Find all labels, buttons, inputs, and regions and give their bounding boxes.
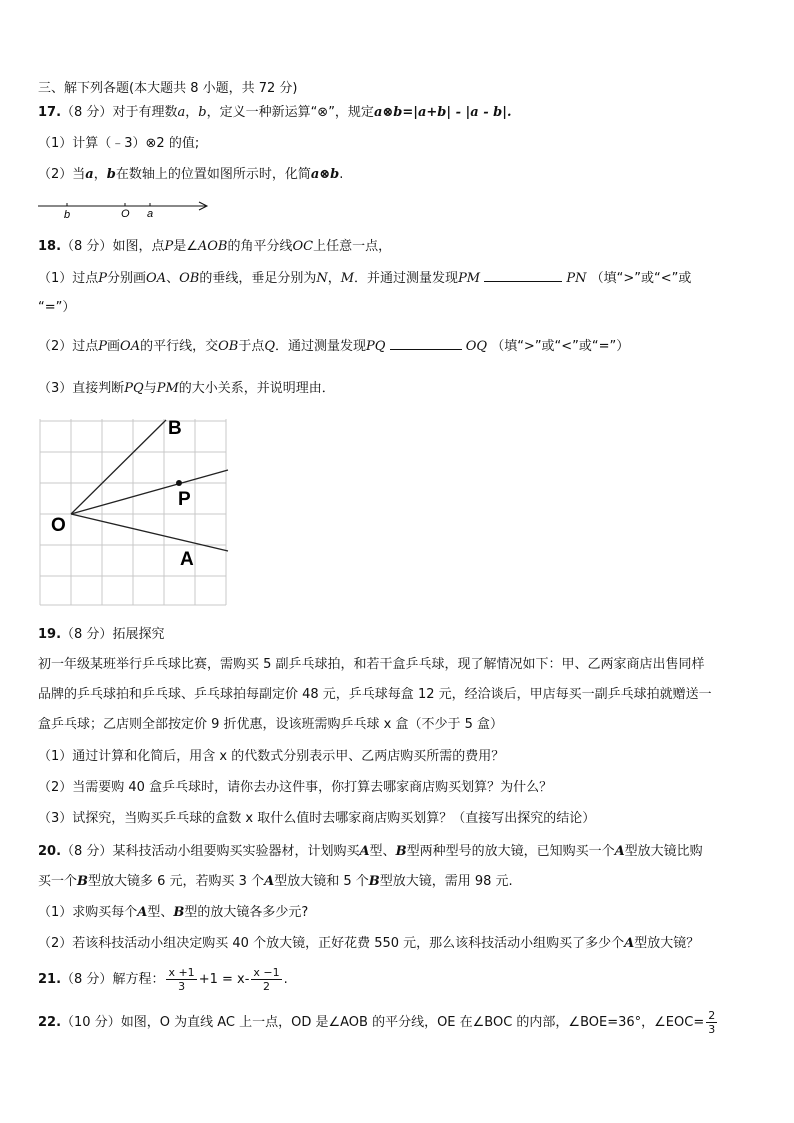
- ray-oc: [71, 470, 228, 514]
- q20-stem-2: 买一个B型放大镜多 6 元，若购买 3 个A型放大镜和 5 个B型放大镜，需用 98 元.: [38, 874, 513, 889]
- q19-score: （8 分）: [61, 627, 113, 642]
- angle-figure: [38, 415, 232, 609]
- var-a: a: [85, 167, 94, 182]
- grid: [40, 419, 226, 605]
- q18-score: （8 分）: [61, 239, 113, 254]
- q22-stem: [38, 1006, 719, 1040]
- q19-title-text: 拓展探究: [112, 627, 165, 642]
- label-o: O: [51, 515, 66, 536]
- var-b: b: [106, 167, 116, 182]
- q17-number: 17.: [38, 105, 62, 120]
- q20-score: （8 分）: [61, 844, 113, 859]
- q22-number: 22.: [38, 1015, 62, 1030]
- label-p: P: [178, 489, 191, 510]
- q17-score: （8 分）: [61, 105, 113, 120]
- q18-number: 18.: [38, 239, 62, 254]
- fraction-1: $\frac{x +1}{3}$: [168, 966, 195, 993]
- section-title: 三、解下列各题(本大题共 8 小题，共 72 分): [38, 81, 298, 96]
- q17-part2: （2）当a，b在数轴上的位置如图所示时，化简a⊗b.: [38, 167, 344, 182]
- label-a: A: [180, 549, 194, 570]
- q18-part2: （2）过点P画OA的平行线，交OB于点Q．通过测量发现PQ OQ （填“>”或“<”或“=”）: [38, 339, 630, 354]
- ray-ob: [71, 420, 166, 514]
- q19-body-1: 初一年级某班举行乒乓球比赛，需购买 5 副乒乓球拍，和若干盒乒乓球，现了解情况如下：甲、乙两家商店出售同样: [38, 657, 705, 672]
- q19-body-2: 品牌的乒乓球拍和乒乓球、乒乓球拍每副定价 48 元，乒乓球每盒 12 元，经洽谈后，甲店每买一副乒乓球拍就赠送一: [38, 687, 712, 702]
- q19-part3: （3）试探究，当购买乒乓球的盒数 x 取什么值时去哪家商店购买划算？（直接写出探究的结论）: [38, 811, 596, 826]
- q21-number: 21.: [38, 972, 62, 987]
- q20-part1: （1）求购买每个A型、B型的放大镜各多少元?: [38, 905, 309, 920]
- answer-blank-pm[interactable]: [484, 269, 562, 282]
- q21-equation: 21.（8 分）解方程： $\frac{x +1}{3}$ +1 = x- $\frac{x -1}{2}$ .: [38, 966, 288, 993]
- q17-expr: a⊗b: [310, 167, 340, 182]
- q19-part1: （1）通过计算和化简后，用含 x 的代数式分别表示甲、乙两店购买所需的费用？: [38, 749, 505, 764]
- label-b: B: [168, 418, 182, 439]
- fraction-2: $\frac{x -1}{2}$: [253, 966, 280, 993]
- q21-score: （8 分）: [61, 972, 113, 987]
- q17-part2-b: 在数轴上的位置如图所示时，化简: [115, 167, 311, 182]
- q17-part1: （1）计算（﹣3）⊗2 的值;: [38, 136, 200, 151]
- answer-blank-pq[interactable]: [390, 337, 462, 350]
- q19-body-3: 盒乒乓球；乙店则全部按定价 9 折优惠，设该班需购乒乓球 x 盒（不少于 5 盒）: [38, 717, 504, 732]
- q18-part1: （1）过点P分别画OA、OB的垂线，垂足分别为N，M．并通过测量发现PM PN （填“>”或“<”或: [38, 271, 692, 286]
- axis-label-a: a: [147, 208, 154, 220]
- number-line: [36, 196, 216, 222]
- q20-stem-1: 20.（8 分）某科技活动小组要购买实验器材，计划购买A型、B型两种型号的放大镜，已知购买一个A型放大镜比购: [38, 844, 703, 859]
- q17-formula: a⊗b=|a+b| - |a - b|.: [373, 105, 512, 120]
- var-a: a: [177, 105, 186, 120]
- q17-stem: [38, 104, 512, 122]
- q19-part2: （2）当需要购 40 盒乒乓球时，请你去办这件事，你打算去哪家商店购买划算？为什么？: [38, 780, 553, 795]
- q19-title: [38, 626, 164, 644]
- q20-part2: （2）若该科技活动小组决定购买 40 个放大镜，正好花费 550 元，那么该科技活动小组购买了多少个A型放大镜？: [38, 936, 700, 951]
- q20-number: 20.: [38, 844, 62, 859]
- q18-stem: 18.（8 分）如图，点P是∠AOB的角平分线OC上任意一点，: [38, 239, 392, 254]
- q17-comma: ，: [185, 105, 199, 120]
- q22-text: 如图，O 为直线 AC 上一点，OD 是∠AOB 的平分线，OE 在∠BOC 的内部，∠BOE=36°，∠EOC=: [120, 1015, 705, 1030]
- point-p: [176, 480, 182, 486]
- axis-label-o: O: [121, 208, 130, 220]
- q19-number: 19.: [38, 627, 62, 642]
- var-b: b: [198, 105, 207, 120]
- q17-stem-b: ，定义一种新运算“⊗”，规定: [206, 105, 374, 120]
- q18-part1-cont: “=”）: [38, 300, 76, 315]
- q17-stem-a: 对于有理数: [112, 105, 178, 120]
- q17-part2-a: （2）当: [38, 167, 86, 182]
- q18-part3: （3）直接判断PQ与PM的大小关系，并说明理由．: [38, 381, 335, 396]
- fraction-2-3: $\frac{2}{3}$: [708, 1009, 716, 1036]
- axis-label-b: b: [64, 209, 71, 221]
- q22-score: （10 分）: [61, 1015, 121, 1030]
